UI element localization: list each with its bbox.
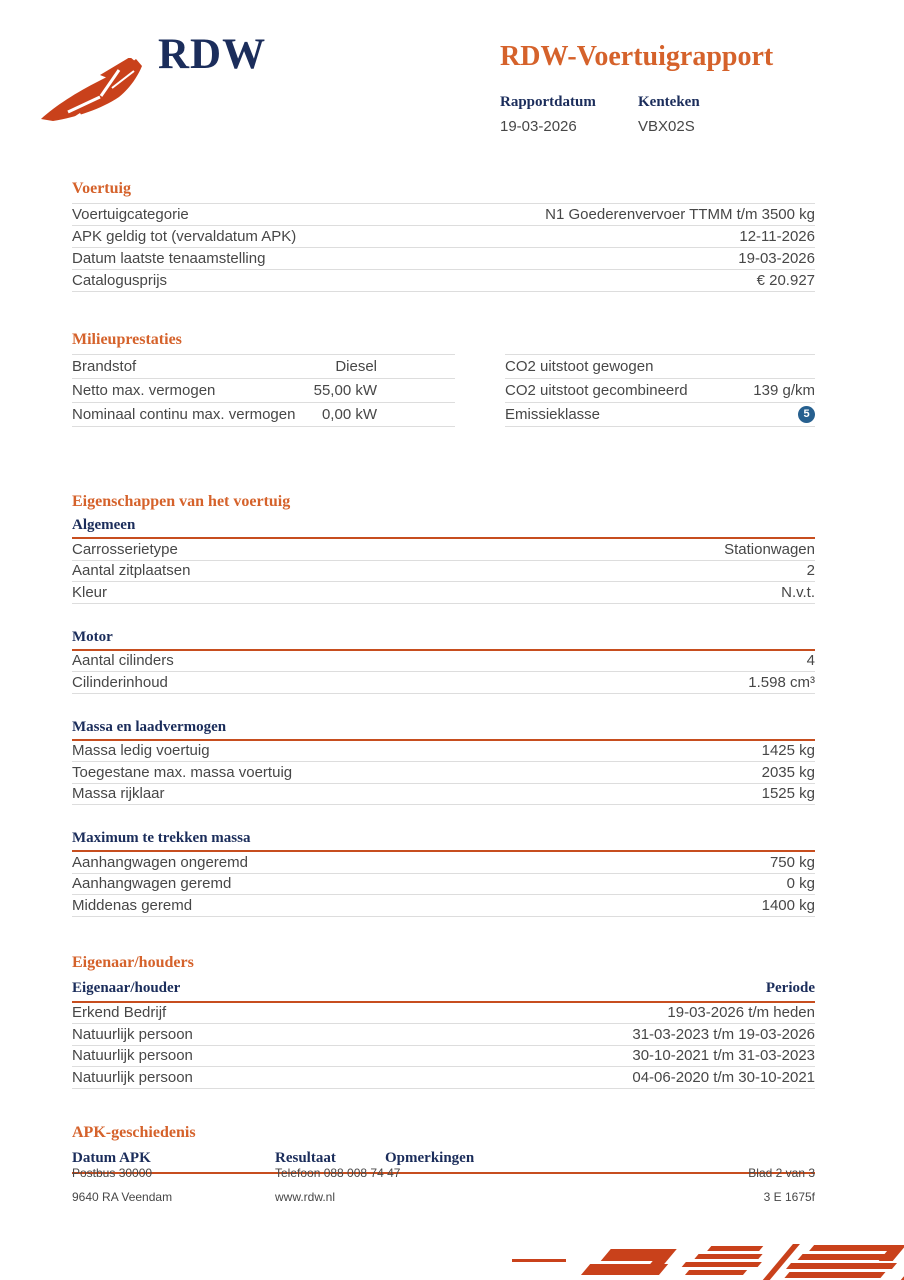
footer-website: www.rdw.nl bbox=[275, 1190, 336, 1204]
footer-address-line2: 9640 RA Veendam bbox=[72, 1190, 173, 1204]
row-label: Carrosserietype bbox=[72, 540, 178, 558]
row-label: Aantal zitplaatsen bbox=[72, 562, 191, 580]
table-row bbox=[72, 672, 815, 694]
table-row bbox=[72, 784, 815, 806]
section-title-apk: APK-geschiedenis bbox=[72, 1123, 196, 1141]
subsection-algemeen bbox=[72, 516, 815, 604]
table-row bbox=[72, 651, 815, 673]
row-label: Aanhangwagen ongeremd bbox=[72, 853, 248, 871]
table-row bbox=[505, 379, 815, 403]
row-value: N.v.t. bbox=[781, 583, 815, 601]
row-label: Datum laatste tenaamstelling bbox=[72, 250, 266, 267]
table-row bbox=[72, 895, 815, 917]
table-row bbox=[505, 403, 815, 427]
footer-page-indicator: Blad 2 van 3 bbox=[748, 1166, 815, 1180]
row-value: 0,00 kW bbox=[321, 406, 377, 423]
period-value: 30-10-2021 t/m 31-03-2023 bbox=[632, 1047, 815, 1065]
license-plate-value: VBX02S bbox=[638, 118, 695, 135]
section-title-milieuprestaties: Milieuprestaties bbox=[72, 331, 182, 348]
row-value: 750 kg bbox=[769, 853, 815, 871]
table-row bbox=[72, 1024, 815, 1046]
row-value: 1400 kg bbox=[761, 896, 815, 914]
row-label: Aanhangwagen geremd bbox=[72, 875, 232, 893]
subsection-massa-laadvermogen bbox=[72, 718, 815, 806]
table-row bbox=[72, 762, 815, 784]
owner-value: Natuurlijk persoon bbox=[72, 1068, 193, 1086]
row-label: Brandstof bbox=[72, 358, 137, 375]
table-row bbox=[72, 226, 815, 248]
speed-stripes-graphic bbox=[508, 1238, 904, 1280]
table-row bbox=[72, 248, 815, 270]
subsection-motor bbox=[72, 628, 815, 694]
license-plate-label: Kenteken bbox=[638, 94, 700, 110]
row-value: 139 g/km bbox=[753, 382, 815, 399]
eigenaar-table-header bbox=[72, 977, 815, 1003]
row-label: Catalogusprijs bbox=[72, 272, 168, 289]
column-header-datum-apk: Datum APK bbox=[72, 1149, 151, 1166]
footer-phone: Telefoon 088 008 74 47 bbox=[275, 1166, 401, 1180]
table-row bbox=[72, 204, 815, 226]
subsection-title: Algemeen bbox=[72, 516, 815, 539]
row-label: Massa ledig voertuig bbox=[72, 742, 210, 760]
table-row bbox=[72, 852, 815, 874]
row-label: Cilinderinhoud bbox=[72, 673, 168, 691]
row-value: 2 bbox=[806, 562, 815, 580]
subsection-maximum-trekken-massa bbox=[72, 829, 815, 917]
period-value: 19-03-2026 t/m heden bbox=[667, 1004, 815, 1022]
emission-class-badge: 5 bbox=[798, 406, 815, 423]
section-eigenschappen bbox=[72, 493, 815, 917]
row-label: Toegestane max. massa voertuig bbox=[72, 763, 293, 781]
report-meta bbox=[500, 94, 816, 135]
column-header-period: Periode bbox=[765, 979, 815, 996]
report-header bbox=[500, 40, 816, 135]
table-row bbox=[72, 403, 455, 427]
rdw-logo-text: RDW bbox=[158, 31, 267, 78]
table-row bbox=[72, 270, 815, 292]
row-value: 19-03-2026 bbox=[738, 250, 815, 267]
row-label: CO2 uitstoot gecombineerd bbox=[505, 382, 688, 399]
row-value: 1.598 cm³ bbox=[748, 673, 815, 691]
subsection-title: Massa en laadvermogen bbox=[72, 718, 815, 741]
period-value: 31-03-2023 t/m 19-03-2026 bbox=[632, 1025, 815, 1043]
row-label: CO2 uitstoot gewogen bbox=[505, 358, 654, 375]
section-title-eigenschappen: Eigenschappen van het voertuig bbox=[72, 493, 291, 510]
row-value: 1425 kg bbox=[761, 742, 815, 760]
rdw-feather-icon bbox=[40, 58, 152, 122]
table-row bbox=[72, 1046, 815, 1068]
section-apk-geschiedenis bbox=[72, 1124, 815, 1174]
report-body bbox=[72, 180, 815, 1174]
report-date-label: Rapportdatum bbox=[500, 94, 596, 110]
table-row bbox=[72, 539, 815, 561]
subsection-title: Motor bbox=[72, 628, 815, 651]
table-row bbox=[72, 561, 815, 583]
row-label: Kleur bbox=[72, 583, 108, 601]
row-label: Voertuigcategorie bbox=[72, 206, 189, 223]
table-row bbox=[72, 355, 455, 379]
row-label: Emissieklasse bbox=[505, 406, 601, 423]
row-label: Massa rijklaar bbox=[72, 785, 165, 803]
report-date-block bbox=[500, 94, 638, 135]
table-row bbox=[72, 582, 815, 604]
period-value: 04-06-2020 t/m 30-10-2021 bbox=[632, 1068, 815, 1086]
section-title-eigenaar: Eigenaar/houders bbox=[72, 953, 194, 971]
section-eigenaar-houders bbox=[72, 954, 815, 1089]
report-date-value: 19-03-2026 bbox=[500, 118, 577, 135]
row-value: 0 kg bbox=[786, 875, 815, 893]
row-value: 55,00 kW bbox=[313, 382, 377, 399]
footer-address-line1: Postbus 30000 bbox=[72, 1166, 153, 1180]
license-plate-block bbox=[638, 94, 816, 135]
row-value: Stationwagen bbox=[724, 540, 815, 558]
table-row bbox=[505, 355, 815, 379]
owner-value: Natuurlijk persoon bbox=[72, 1047, 193, 1065]
row-label: APK geldig tot (vervaldatum APK) bbox=[72, 228, 297, 245]
owner-value: Natuurlijk persoon bbox=[72, 1025, 193, 1043]
row-label: Middenas geremd bbox=[72, 896, 193, 914]
row-value: Diesel bbox=[335, 358, 377, 375]
row-value: 2035 kg bbox=[761, 763, 815, 781]
row-value: 1525 kg bbox=[761, 785, 815, 803]
row-label: Nominaal continu max. vermogen bbox=[72, 406, 296, 423]
row-label: Netto max. vermogen bbox=[72, 382, 216, 399]
table-row bbox=[72, 1003, 815, 1025]
section-milieuprestaties bbox=[72, 331, 815, 427]
column-header-owner: Eigenaar/houder bbox=[72, 979, 181, 996]
table-row bbox=[72, 1067, 815, 1089]
subsection-title: Maximum te trekken massa bbox=[72, 829, 815, 852]
report-title: RDW-Voertuigrapport bbox=[500, 41, 774, 72]
section-title-voertuig: Voertuig bbox=[72, 180, 131, 197]
section-voertuig bbox=[72, 180, 815, 292]
column-header-resultaat: Resultaat bbox=[275, 1149, 336, 1166]
page-footer bbox=[72, 1167, 815, 1215]
footer-doc-code: 3 E 1675f bbox=[763, 1190, 815, 1204]
row-value: N1 Goederenvervoer TTMM t/m 3500 kg bbox=[545, 206, 815, 223]
owner-value: Erkend Bedrijf bbox=[72, 1004, 167, 1022]
row-value: 12-11-2026 bbox=[739, 228, 815, 245]
column-header-opmerkingen: Opmerkingen bbox=[385, 1149, 475, 1166]
row-value: 4 bbox=[806, 652, 815, 670]
rdw-logo bbox=[40, 31, 267, 140]
table-row bbox=[72, 379, 455, 403]
table-row bbox=[72, 741, 815, 763]
row-value: € 20.927 bbox=[756, 272, 815, 289]
table-row bbox=[72, 874, 815, 896]
row-label: Aantal cilinders bbox=[72, 652, 174, 670]
